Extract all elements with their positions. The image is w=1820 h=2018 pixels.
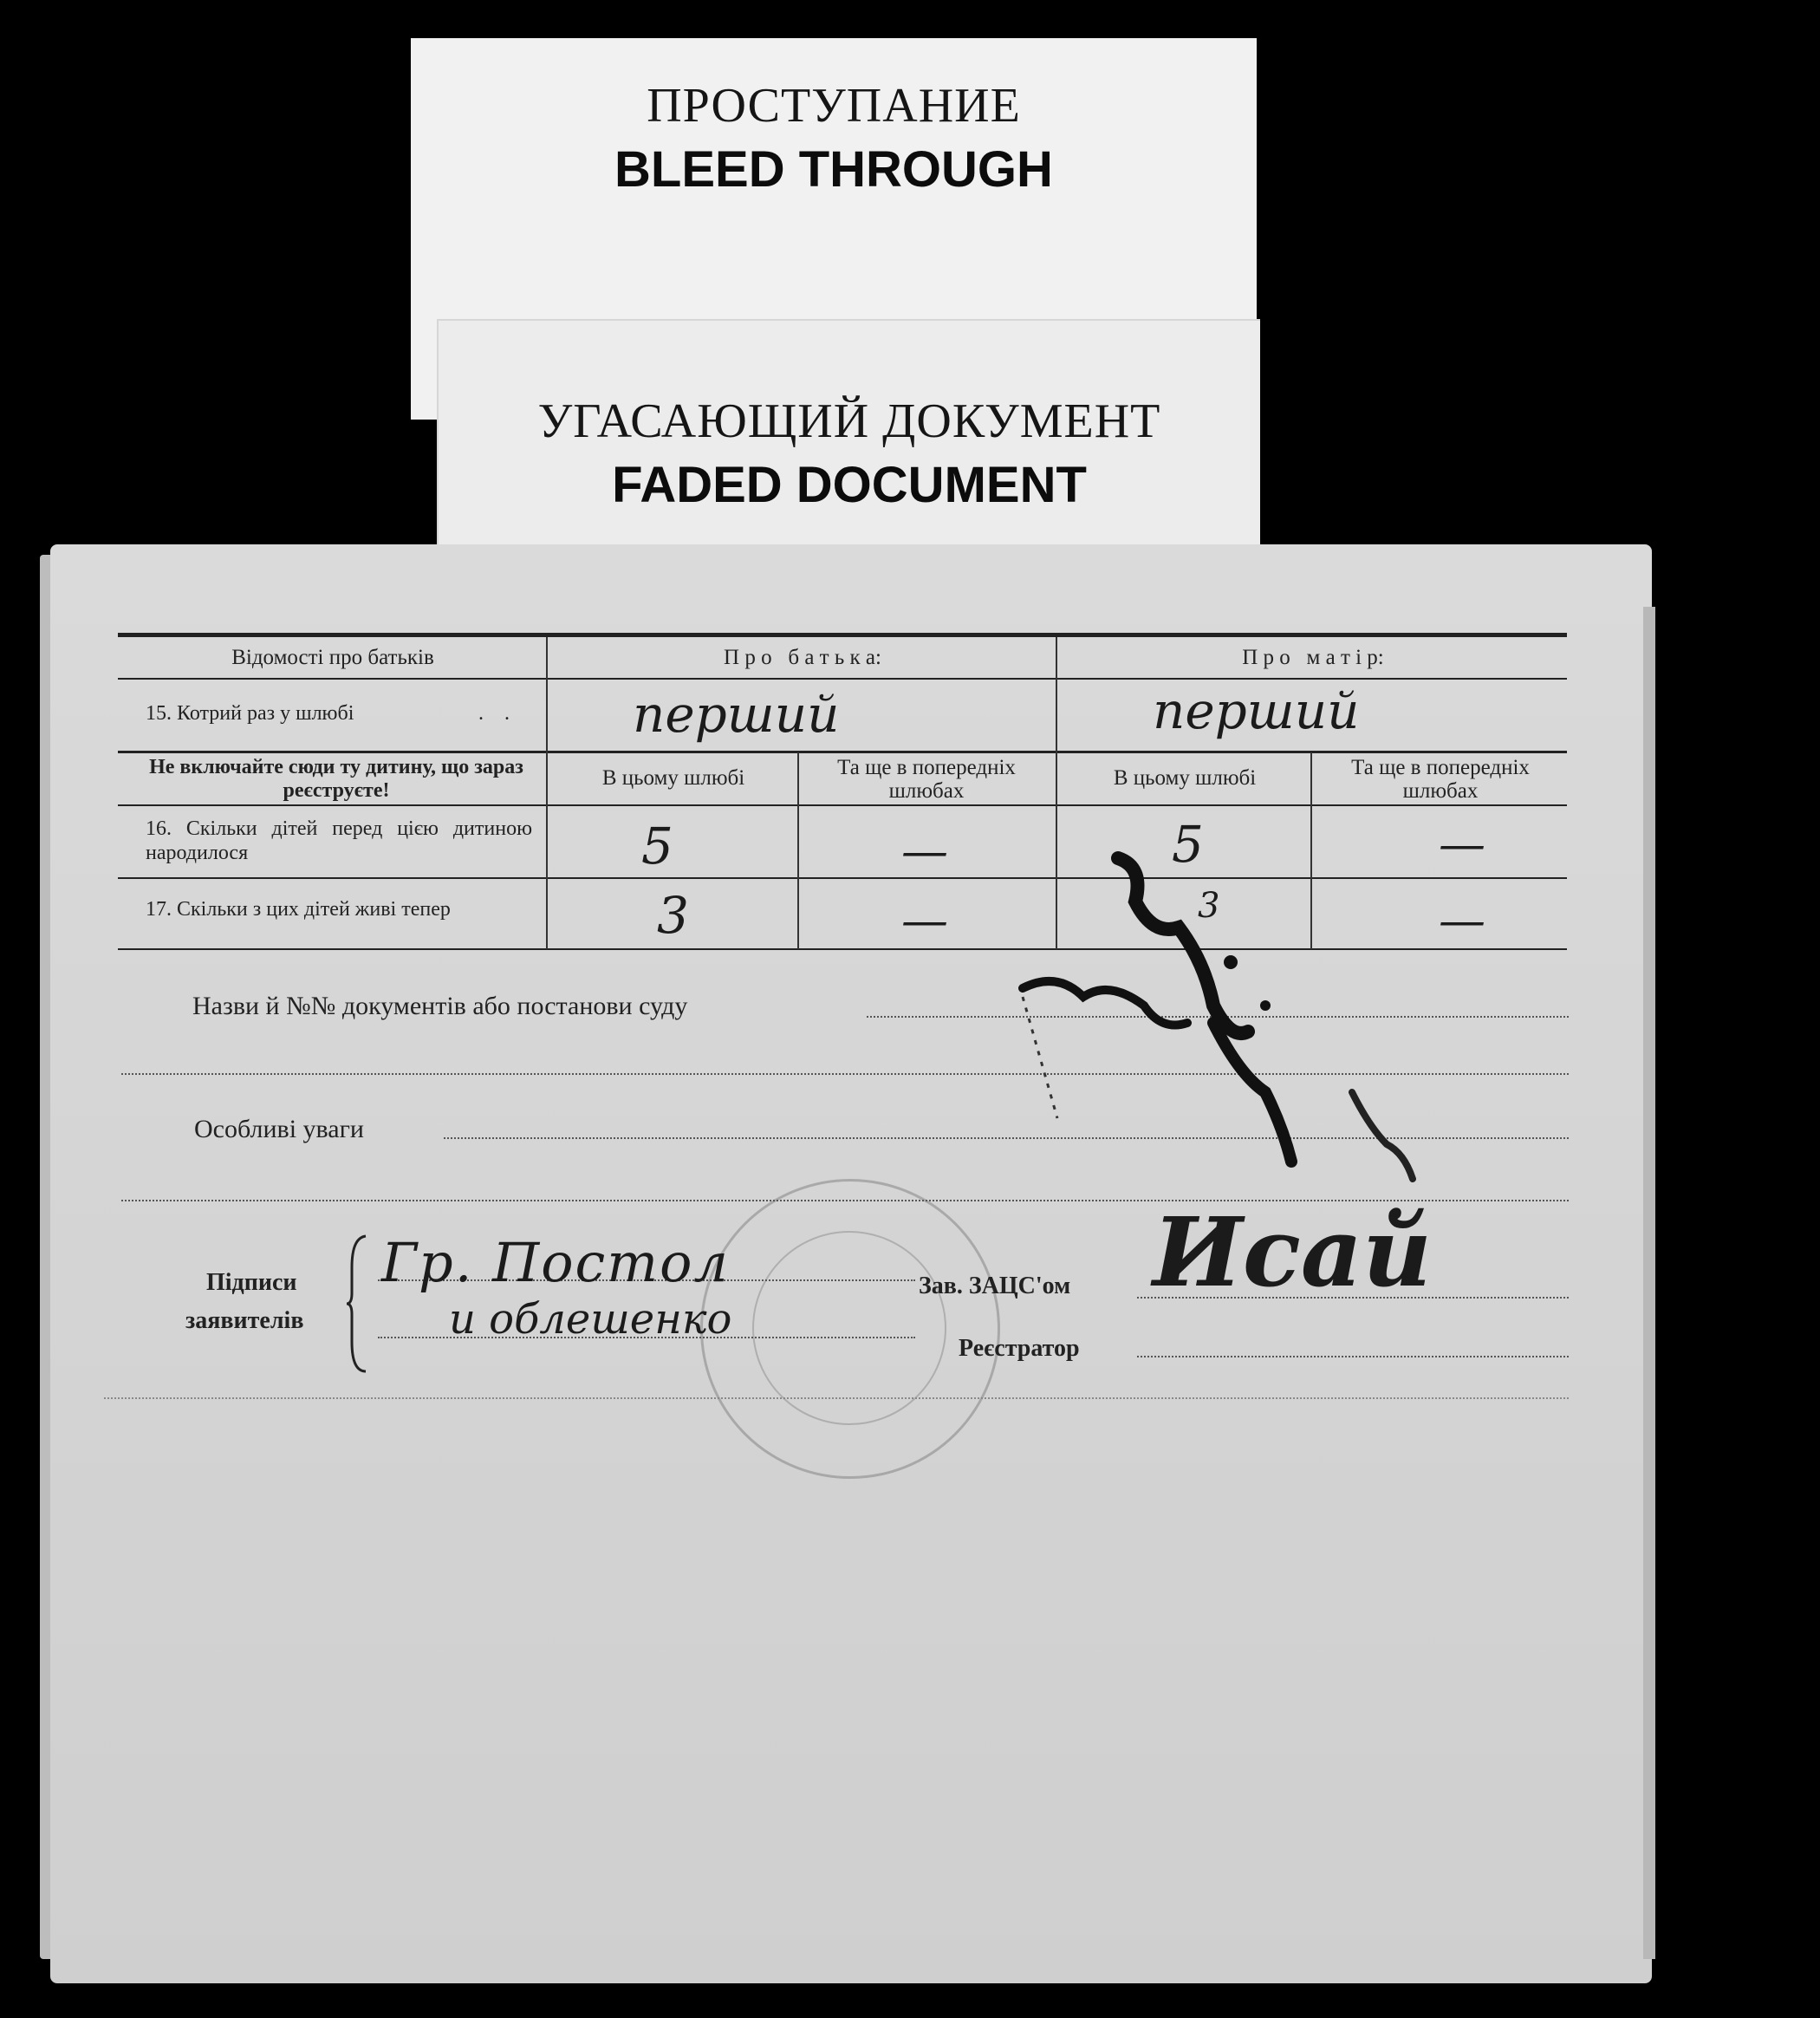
- registrar-line: [1137, 1356, 1569, 1357]
- page-edge-right: [1643, 607, 1655, 1959]
- head-signature: Исай: [1153, 1196, 1433, 1308]
- applicant-1-signature: Гр. Постол: [381, 1231, 730, 1294]
- row15-leader: . .: [478, 702, 510, 725]
- applicant-2-signature: и облешенко: [449, 1295, 732, 1344]
- table-col-divider-1: [546, 637, 548, 949]
- table-top-rule: [118, 633, 1567, 637]
- row17-mother-prev: —: [1439, 893, 1485, 947]
- applicants-label-2: заявителів: [185, 1307, 304, 1334]
- row15-father-value: перший: [633, 685, 840, 744]
- remarks-label: Особливі уваги: [194, 1115, 364, 1143]
- row16-father-this: 5: [641, 817, 673, 876]
- applicants-label-1: Підписи: [206, 1269, 297, 1296]
- row17-father-this: 3: [657, 886, 689, 945]
- row15-mother-value: перший: [1153, 681, 1360, 740]
- form-lower-rule: [104, 1397, 1569, 1399]
- subheader-mother-this: В цьому шлюбі: [1113, 766, 1257, 790]
- notice-faded-ru: УГАСАЮЩИЙ ДОКУМЕНТ: [537, 394, 1161, 448]
- notice-bleed-ru: ПРОСТУПАНИЕ: [647, 79, 1021, 133]
- subheader-note: Не включайте сюди ту дитину, що зараз реєструєте!: [149, 756, 523, 802]
- table-row15-rule: [118, 751, 1567, 753]
- head-label: Зав. ЗАЦС'ом: [919, 1273, 1071, 1299]
- row16-mother-this: 5: [1172, 815, 1204, 874]
- notice-faded-en: FADED DOCUMENT: [612, 457, 1087, 513]
- office-stamp-inner: [752, 1231, 946, 1425]
- table-subheader-rule: [118, 804, 1567, 806]
- subheader-mother-prev: Та ще в попередніх шлюбах: [1351, 756, 1530, 803]
- documents-label: Назви й №№ документів або постанови суду: [192, 992, 688, 1020]
- row17-father-prev: —: [901, 893, 948, 947]
- row16-label: 16. Скільки дітей перед цією дитиною народилося: [146, 817, 532, 864]
- ink-blot-marks: [1005, 832, 1491, 1214]
- header-mother: П р о м а т і р:: [1242, 646, 1384, 669]
- row17-label: 17. Скільки з цих дітей живі тепер: [146, 898, 451, 921]
- header-info: Відомості про батьків: [231, 646, 434, 669]
- row17-mother-this: 3: [1198, 886, 1220, 926]
- subheader-father-prev: Та ще в попередніх шлюбах: [837, 756, 1016, 803]
- row16-mother-prev: —: [1439, 817, 1485, 871]
- header-father: П р о б а т ь к а:: [724, 646, 881, 669]
- applicants-brace: [345, 1233, 371, 1375]
- row16-father-prev: —: [901, 823, 948, 878]
- table-col-divider-2: [797, 752, 799, 949]
- notice-bleed-en: BLEED THROUGH: [614, 141, 1053, 198]
- registrar-label: Реєстратор: [959, 1335, 1080, 1362]
- subheader-father-this: В цьому шлюбі: [601, 766, 745, 790]
- faded-document-notice: [437, 319, 1260, 555]
- row15-label: 15. Котрий раз у шлюбі: [146, 702, 354, 725]
- table-header-rule: [118, 678, 1567, 680]
